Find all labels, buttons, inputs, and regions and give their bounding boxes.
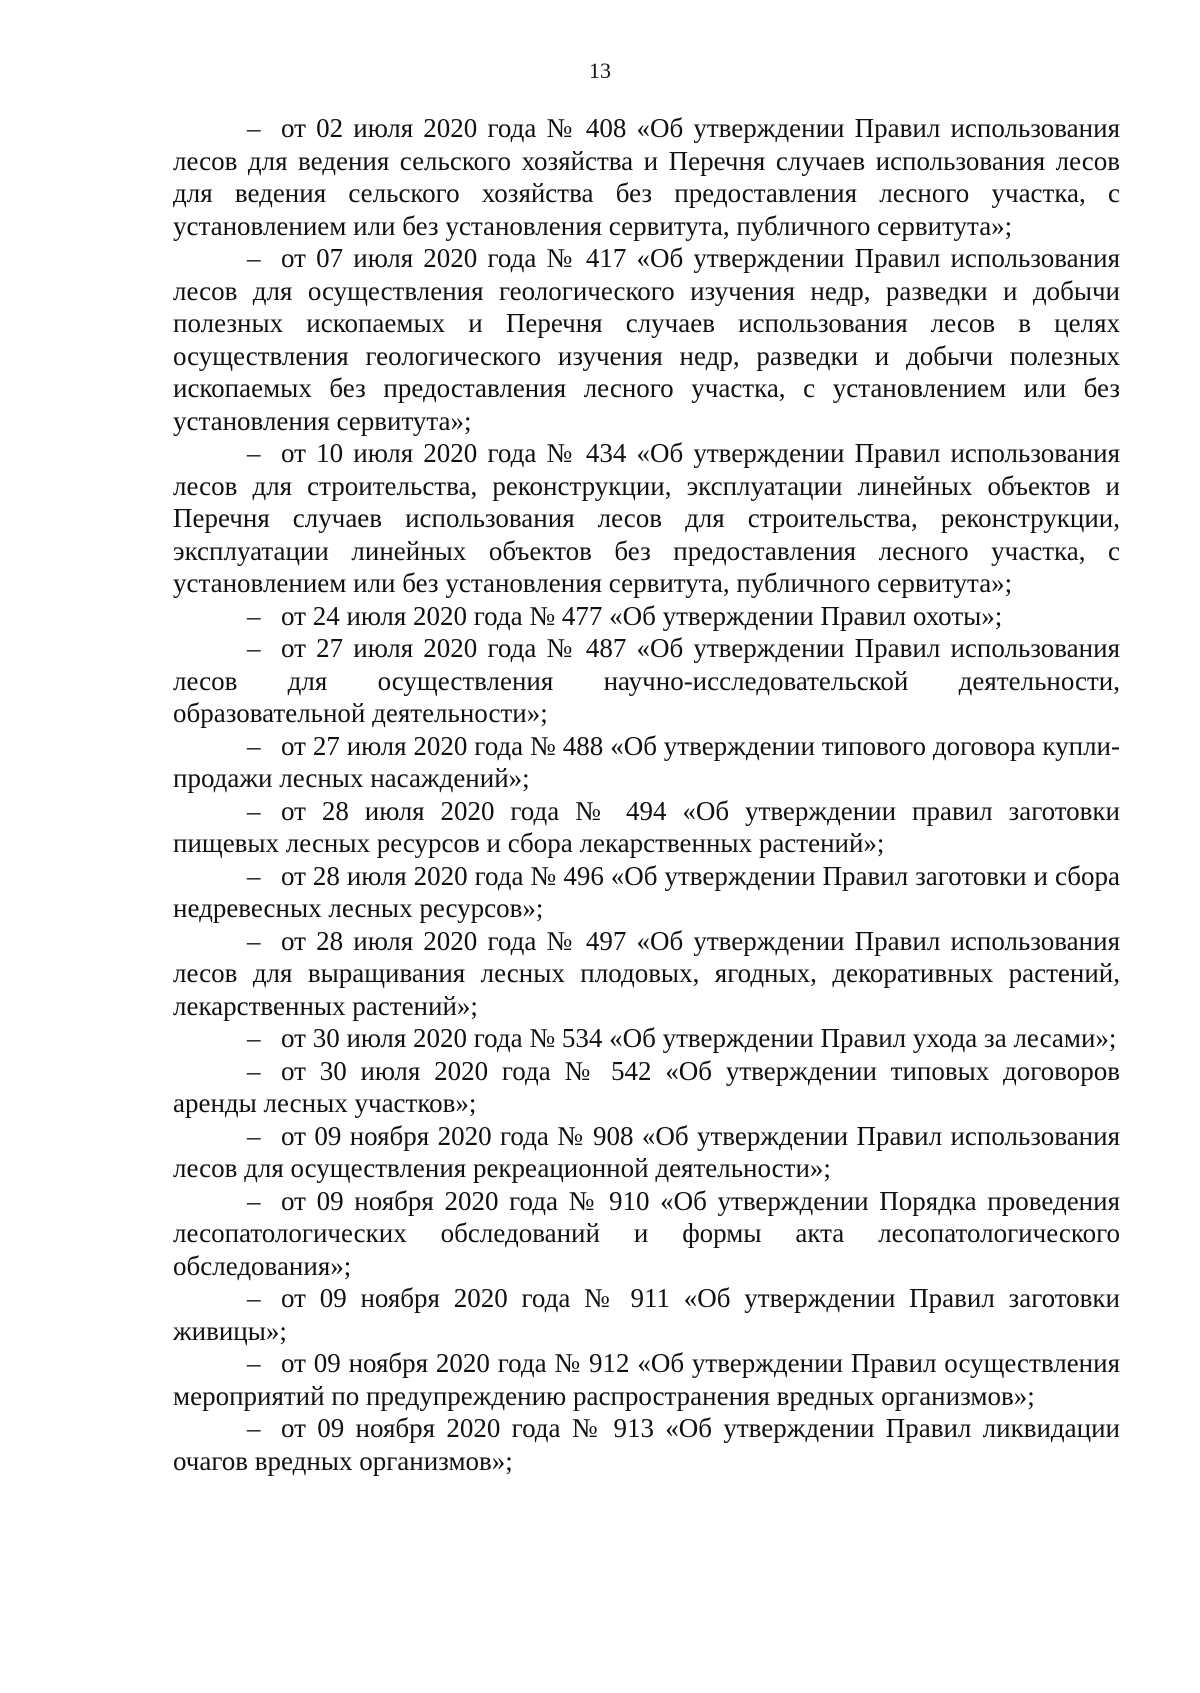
list-item bbox=[173, 112, 1120, 242]
list-dash: – bbox=[247, 1185, 261, 1216]
list-item bbox=[173, 1120, 1120, 1185]
list-item bbox=[173, 730, 1120, 795]
list-item-text: от 02 июля 2020 года № 408 «Об утверждении Правил использования лесов для ведения сельского хозяйства и Перечня случаев использования лесов для ведения сельского хозяйства без предоставления лесного участка, с установлением или без установления сервитута, публичного сервитута»; bbox=[173, 113, 1120, 241]
list-item-text: от 09 ноября 2020 года № 910 «Об утверждении Порядка проведения лесопатологических обследований и формы акта лесопатологического обследования»; bbox=[173, 1185, 1120, 1281]
list-dash: – bbox=[247, 113, 261, 143]
page-number: 13 bbox=[589, 58, 611, 83]
list-item-text: от 28 июля 2020 года № 494 «Об утверждении правил заготовки пищевых лесных ресурсов и сбора лекарственных растений»; bbox=[173, 795, 1120, 858]
list-dash: – bbox=[247, 438, 261, 468]
regulations-list bbox=[173, 112, 1120, 1477]
list-dash: – bbox=[247, 1413, 261, 1443]
list-dash: – bbox=[247, 730, 261, 761]
list-dash: – bbox=[247, 600, 261, 631]
list-item-text: от 09 ноября 2020 года № 908 «Об утверждении Правил использования лесов для осуществления рекреационной деятельности»; bbox=[173, 1120, 1120, 1183]
list-item-text: от 30 июля 2020 года № 542 «Об утверждении типовых договоров аренды лесных участков»; bbox=[173, 1055, 1120, 1118]
list-item bbox=[173, 1282, 1120, 1347]
list-item bbox=[173, 1347, 1120, 1412]
list-item-text: от 30 июля 2020 года № 534 «Об утверждении Правил ухода за лесами»; bbox=[281, 1023, 1117, 1053]
list-item-text: от 10 июля 2020 года № 434 «Об утверждении Правил использования лесов для строительства, реконструкции, эксплуатации линейных объектов и Перечня случаев использования лесов для строительства, реконструкции, эксплуатации линейных объектов без предоставления лесного участка, с установлением или без установления сервитута, публичного сервитута»; bbox=[173, 438, 1120, 598]
list-dash: – bbox=[247, 1023, 261, 1053]
list-dash: – bbox=[247, 1055, 261, 1086]
list-item bbox=[173, 1022, 1120, 1055]
list-item bbox=[173, 1055, 1120, 1120]
list-dash: – bbox=[247, 1283, 261, 1313]
list-item-text: от 09 ноября 2020 года № 912 «Об утверждении Правил осуществления мероприятий по предупреждению распространения вредных организмов»; bbox=[173, 1348, 1120, 1411]
list-item bbox=[173, 1412, 1120, 1477]
list-item bbox=[173, 600, 1120, 633]
list-item-text: от 27 июля 2020 года № 488 «Об утверждении типового договора купли-продажи лесных насаждений»; bbox=[173, 730, 1120, 793]
list-dash: – bbox=[247, 1120, 261, 1151]
list-item-text: от 24 июля 2020 года № 477 «Об утверждении Правил охоты»; bbox=[281, 600, 1003, 631]
list-dash: – bbox=[247, 243, 261, 273]
list-item-text: от 28 июля 2020 года № 496 «Об утверждении Правил заготовки и сбора недревесных лесных ресурсов»; bbox=[173, 860, 1120, 923]
list-item bbox=[173, 632, 1120, 730]
list-item-text: от 09 ноября 2020 года № 911 «Об утверждении Правил заготовки живицы»; bbox=[173, 1283, 1120, 1346]
list-item bbox=[173, 795, 1120, 860]
list-item bbox=[173, 925, 1120, 1023]
list-item-text: от 28 июля 2020 года № 497 «Об утверждении Правил использования лесов для выращивания лесных плодовых, ягодных, декоративных растений, лекарственных растений»; bbox=[173, 925, 1120, 1021]
list-item-text: от 09 ноября 2020 года № 913 «Об утверждении Правил ликвидации очагов вредных организмов»; bbox=[173, 1413, 1120, 1476]
list-dash: – bbox=[247, 925, 261, 956]
list-dash: – bbox=[247, 860, 261, 891]
list-item bbox=[173, 242, 1120, 437]
list-dash: – bbox=[247, 1348, 261, 1378]
list-item bbox=[173, 1185, 1120, 1283]
list-item-text: от 07 июля 2020 года № 417 «Об утверждении Правил использования лесов для осуществления геологического изучения недр, разведки и добычи полезных ископаемых и Перечня случаев использования лесов в целях осуществления геологического изучения недр, разведки и добычи полезных ископаемых без предоставления лесного участка, с установлением или без установления сервитута»; bbox=[173, 243, 1120, 436]
list-dash: – bbox=[247, 633, 261, 663]
list-item-text: от 27 июля 2020 года № 487 «Об утверждении Правил использования лесов для осуществления научно-исследовательской деятельности, образовательной деятельности»; bbox=[173, 633, 1120, 728]
list-item bbox=[173, 437, 1120, 600]
list-item bbox=[173, 860, 1120, 925]
list-dash: – bbox=[247, 795, 261, 826]
